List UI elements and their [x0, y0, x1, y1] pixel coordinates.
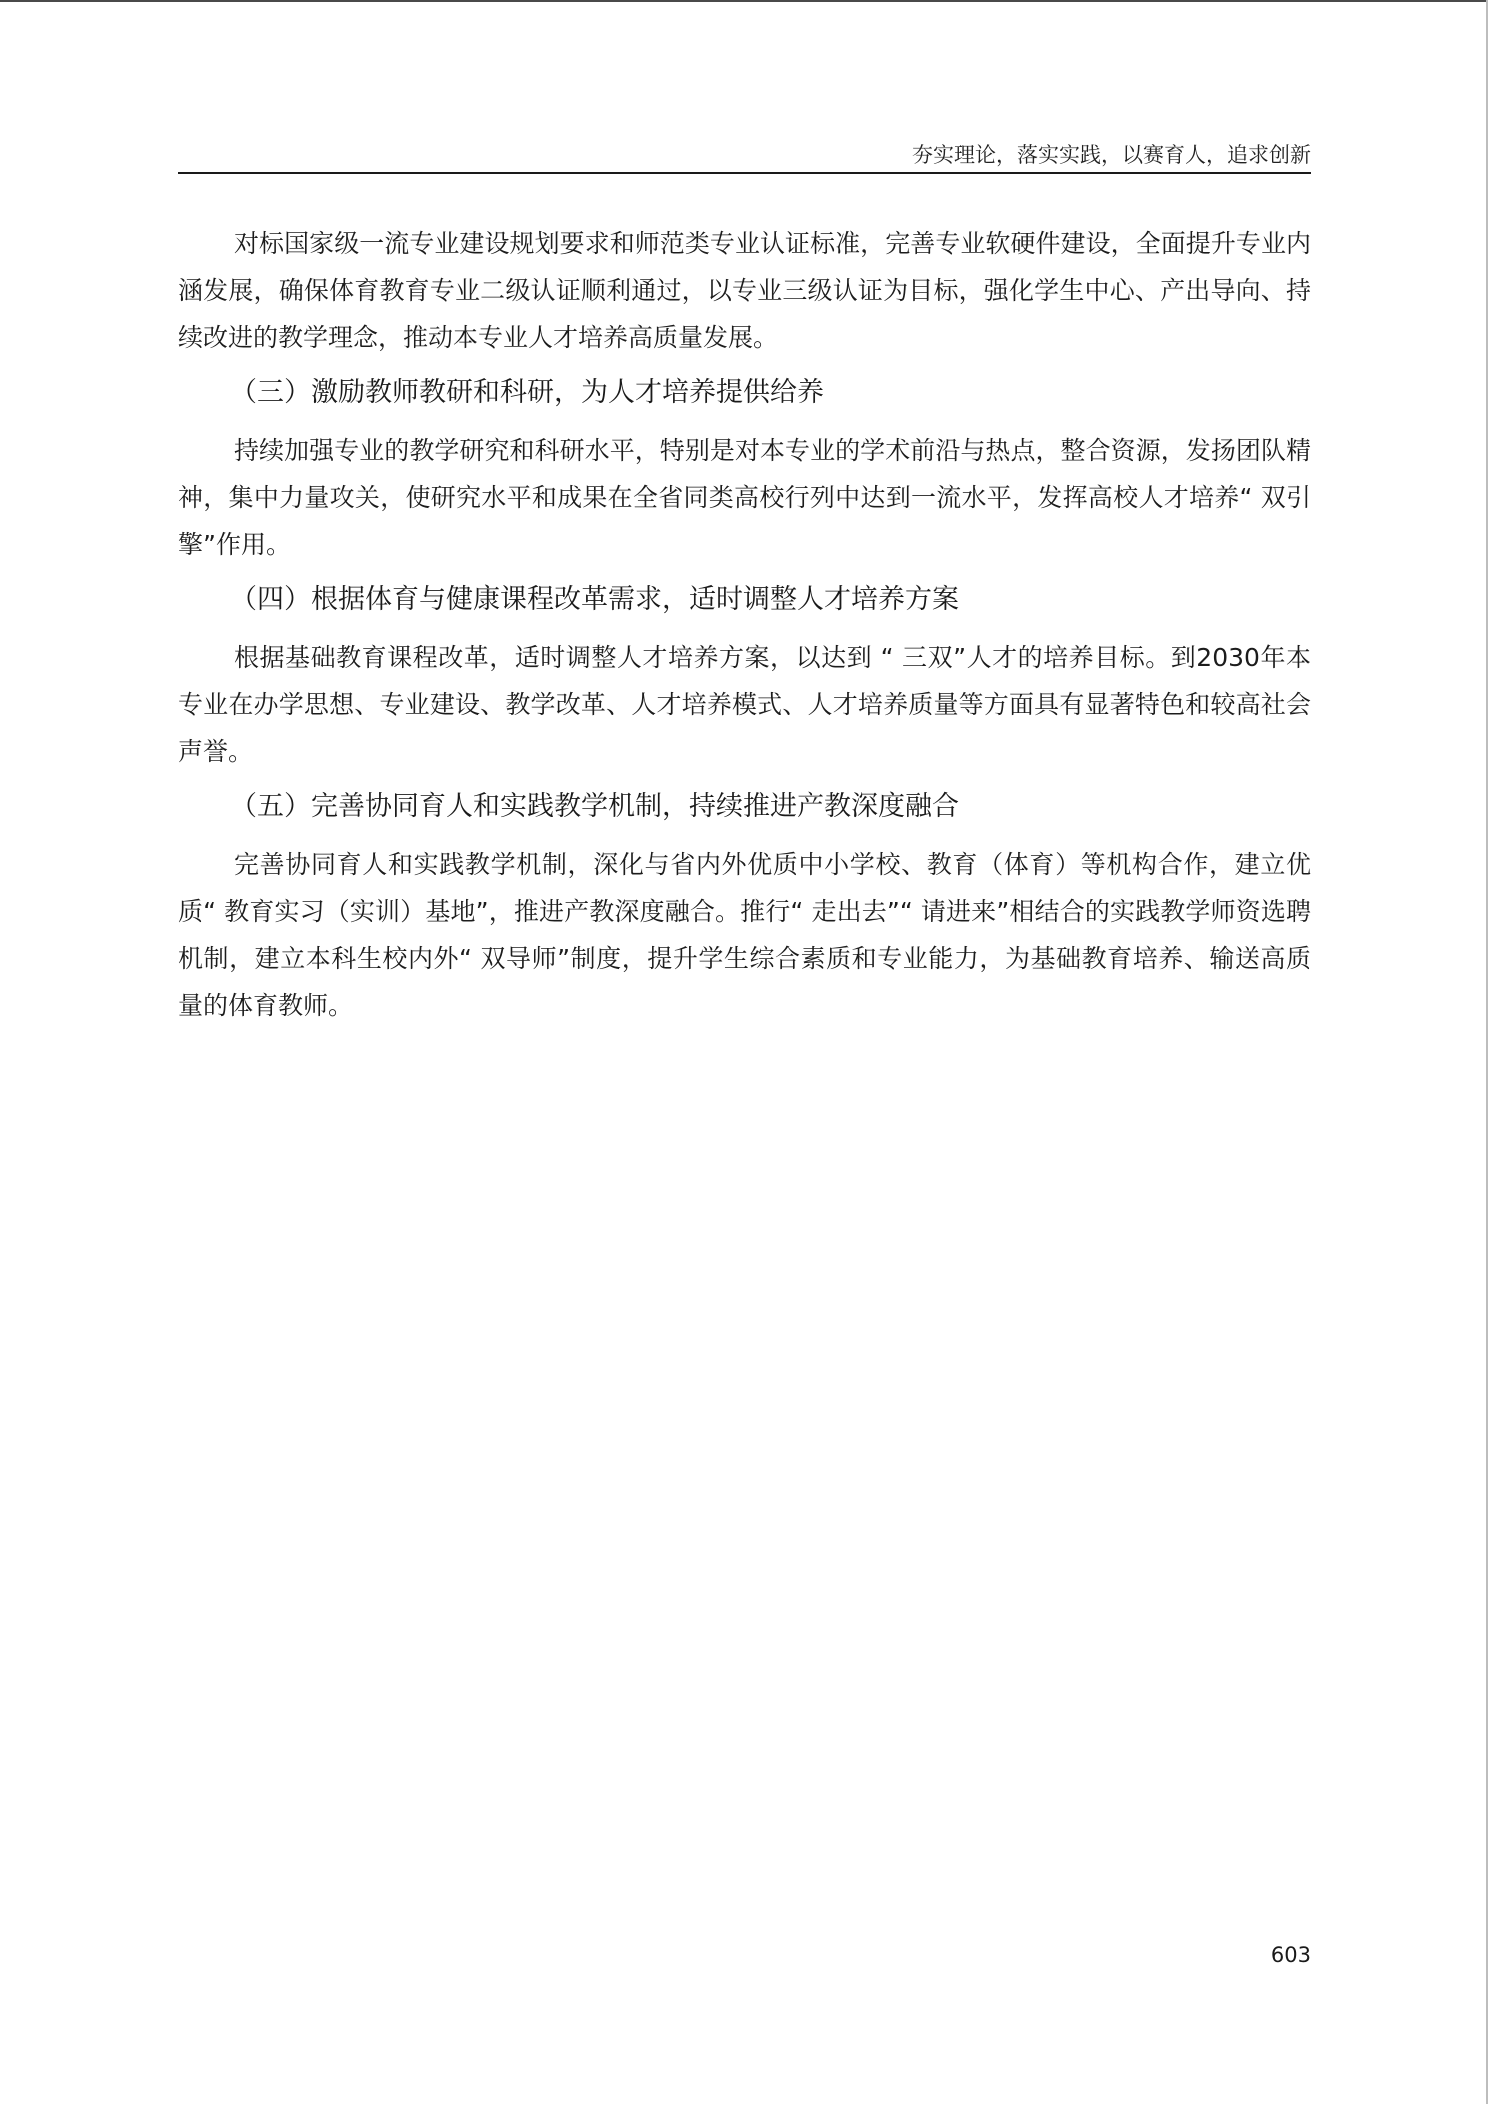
section-heading-4: （四）根据体育与健康课程改革需求，适时调整人才培养方案: [230, 584, 959, 615]
header-rule: [178, 172, 1311, 174]
section-heading-5: （五）完善协同育人和实践教学机制，持续推进产教深度融合: [230, 791, 959, 822]
section-heading-3: （三）激励教师教研和科研，为人才培养提供给养: [230, 377, 824, 408]
running-header: 夯实理论，落实实践，以赛育人，追求创新: [912, 143, 1311, 167]
paragraph-section-5: 完善协同育人和实践教学机制，深化与省内外优质中小学校、教育（体育）等机构合作，建立优质“ 教育实习（实训）基地”，推进产教深度融合。推行“ 走出去”“ 请进来”相结合的实践教学师资选聘机制，建立本科生校内外“ 双导师”制度，提升学生综合素质和专业能力，为基础教育培养、输送高质量的体育教师。: [178, 850, 1311, 1020]
page-top-border: [0, 0, 1488, 2]
page-number: 603: [1270, 1943, 1311, 1967]
paragraph-section-3: 持续加强专业的教学研究和科研水平，特别是对本专业的学术前沿与热点，整合资源，发扬团队精神，集中力量攻关，使研究水平和成果在全省同类高校行列中达到一流水平，发挥高校人才培养“ 双引擎”作用。: [178, 436, 1311, 559]
body-text: [178, 220, 1311, 1037]
paragraph-section-4: 根据基础教育课程改革，适时调整人才培养方案，以达到 “ 三双”人才的培养目标。到2030年本专业在办学思想、专业建设、教学改革、人才培养模式、人才培养质量等方面具有显著特色和较高社会声誉。: [178, 643, 1311, 766]
paragraph-intro: 对标国家级一流专业建设规划要求和师范类专业认证标准，完善专业软硬件建设，全面提升专业内涵发展，确保体育教育专业二级认证顺利通过，以专业三级认证为目标，强化学生中心、产出导向、持续改进的教学理念，推动本专业人才培养高质量发展。: [178, 229, 1311, 352]
